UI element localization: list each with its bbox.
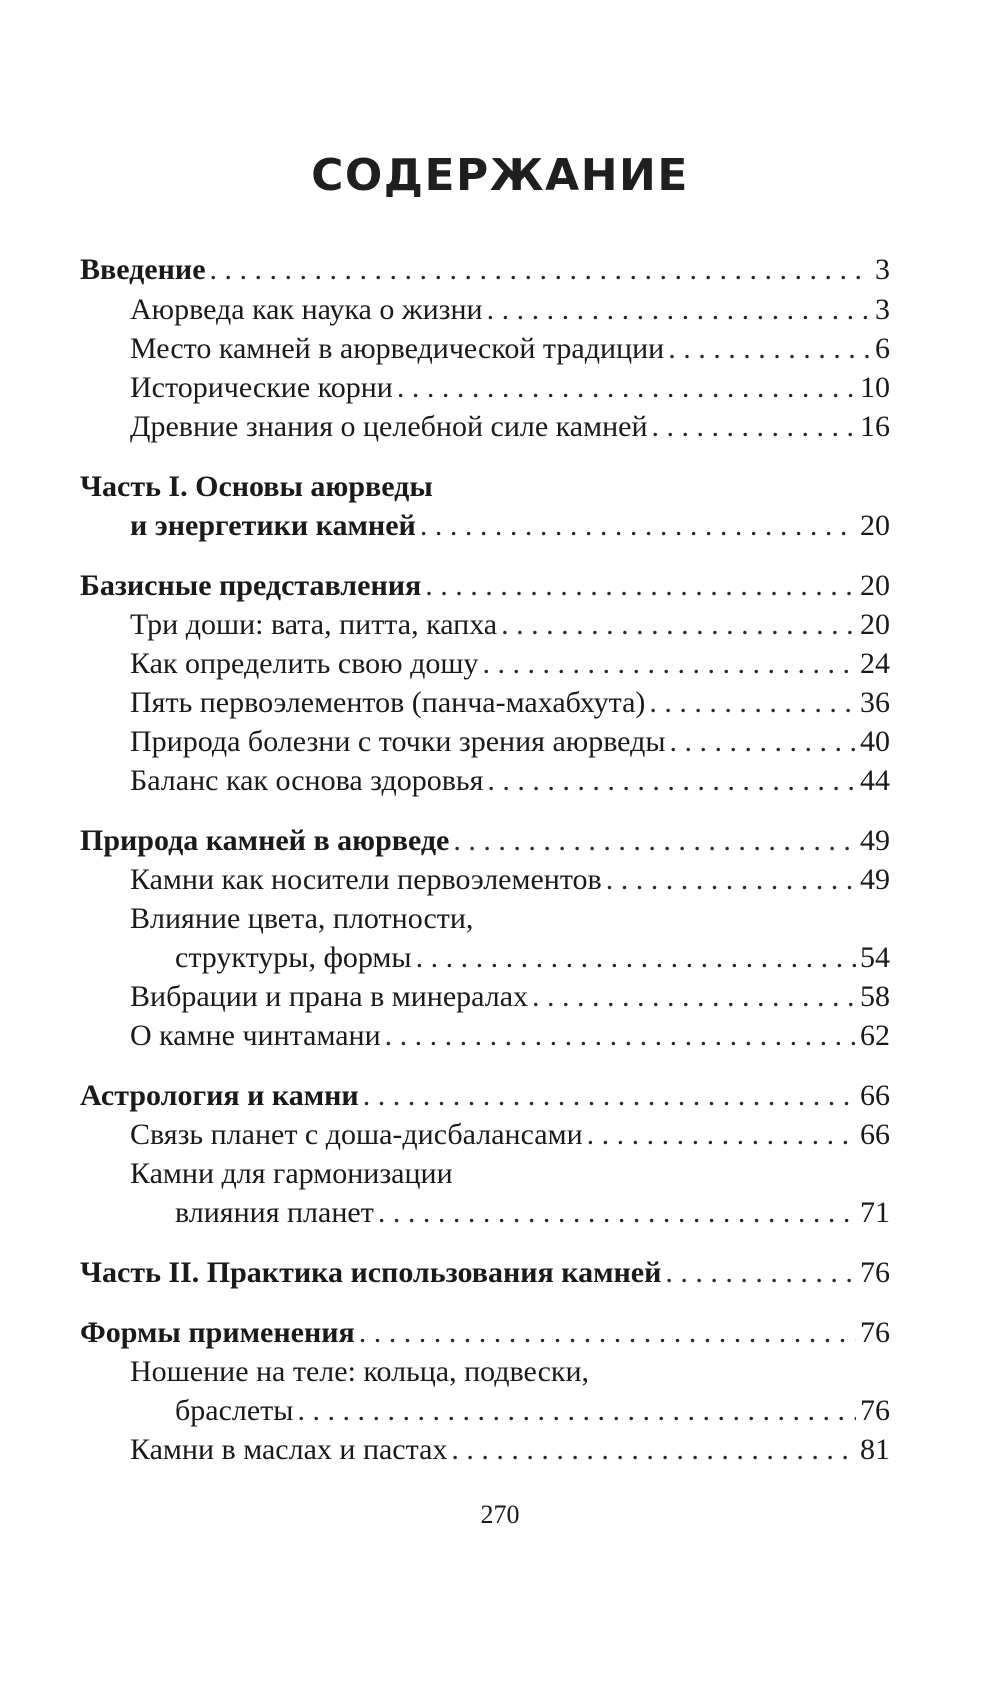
toc-page-number: 66 [860,1079,890,1112]
toc-page-number: 36 [860,686,890,719]
toc-page-number: 71 [860,1196,890,1229]
toc-page-number: 3 [875,293,890,326]
toc-page-number: 24 [860,647,890,680]
toc-page-number: 76 [860,1316,890,1349]
toc-page-number: 20 [860,569,890,602]
leader-dots [451,1430,856,1470]
toc-entry-label: О камне чинтамани [130,1019,381,1052]
leader-dots [210,250,871,290]
toc-page-number: 54 [860,941,890,974]
page-title: СОДЕРЖАНИЕ [311,150,689,201]
leader-dots [297,1391,856,1431]
toc-entry-basics[interactable] [80,566,890,606]
toc-entry-label: браслеты [175,1394,294,1427]
leader-dots [649,683,856,723]
toc-entry-label: Древние знания о целебной силе камней [130,410,648,443]
toc-entry-label: Исторические корни [130,371,393,404]
page-number-footer: 270 [480,1500,520,1529]
toc-entry-part2[interactable] [80,1253,890,1293]
leader-dots [668,329,871,369]
toc-entry-harmonize[interactable] [175,1193,890,1233]
toc-entry-five-elements[interactable] [130,683,890,723]
toc-entry-oils[interactable] [130,1430,890,1470]
leader-dots [453,821,856,861]
toc-entry-label: Аюрведа как наука о жизни [130,293,483,326]
toc-page-number: 16 [860,410,890,443]
leader-dots [501,605,856,645]
leader-dots [363,1076,856,1116]
toc-page-number: 44 [860,764,890,797]
leader-dots [487,761,856,801]
toc-entry-label: влияния планет [175,1196,374,1229]
toc-page-number: 76 [860,1394,890,1427]
toc-entry-three-doshas[interactable] [130,605,890,645]
toc-entry-label: Введение [80,253,206,286]
toc-entry-label: и энергетики камней [130,509,416,542]
leader-dots [385,1016,856,1056]
toc-entry-planets[interactable] [130,1115,890,1155]
leader-dots [652,407,856,447]
leader-dots [487,290,871,330]
toc-entry-stones-place[interactable] [130,329,890,369]
leader-dots [425,566,856,606]
toc-entry-element-carriers[interactable] [130,860,890,900]
toc-page-number: 49 [860,863,890,896]
toc-entry-nature-of-disease[interactable] [130,722,890,762]
toc-entry-label: Как определить свою дошу [130,647,479,680]
toc-entry-nature-of-stones[interactable] [80,821,890,861]
leader-dots [359,1313,856,1353]
toc-page-number: 66 [860,1118,890,1151]
toc-entry-introduction[interactable] [80,250,890,290]
toc-entry-label: структуры, формы [175,941,412,974]
toc-entry-label: Базисные представления [80,569,422,602]
toc-influence-line1[interactable]: Влияние цвета, плотности, [130,902,474,935]
toc-entry-vibrations[interactable] [130,977,890,1017]
toc-page-number: 49 [860,824,890,857]
toc-entry-historical-roots[interactable] [130,368,890,408]
toc-entry-label: Три доши: вата, питта, капха [130,608,498,641]
toc-entry-wearing[interactable] [175,1391,890,1431]
toc-entry-label: Формы применения [80,1316,355,1349]
toc-page-number: 10 [860,371,890,404]
toc-entry-label: Баланс как основа здоровья [130,764,484,797]
toc-entry-label: Связь планет с доша-дисбалансами [130,1118,583,1151]
leader-dots [606,860,856,900]
toc-entry-label: Камни как носители первоэлементов [130,863,602,896]
toc-page-number: 62 [860,1019,890,1052]
toc-entry-label: Часть II. Практика использования камней [80,1256,662,1289]
toc-part1-title-line1[interactable]: Часть I. Основы аюрведы [80,470,433,503]
toc-page-number: 40 [860,725,890,758]
toc-page-number: 20 [860,608,890,641]
toc-entry-label: Природа камней в аюрведе [80,824,450,857]
toc-wearing-line1[interactable]: Ношение на теле: кольца, подвески, [130,1355,590,1388]
toc-entry-label: Природа болезни с точки зрения аюрведы [130,725,666,758]
toc-page-number: 20 [860,509,890,542]
toc-entry-ayurveda-science[interactable] [130,290,890,330]
toc-page-number: 6 [875,332,890,365]
leader-dots [532,977,856,1017]
leader-dots [587,1115,856,1155]
toc-entry-balance[interactable] [130,761,890,801]
leader-dots [670,722,856,762]
toc-entry-part1[interactable] [130,506,890,546]
toc-entry-astrology[interactable] [80,1076,890,1116]
leader-dots [482,644,856,684]
toc-page-number: 58 [860,980,890,1013]
toc-page-number: 76 [860,1256,890,1289]
toc-entry-label: Астрология и камни [80,1079,359,1112]
toc-entry-label: Камни в маслах и пастах [130,1433,448,1466]
toc-entry-chintamani[interactable] [130,1016,890,1056]
leader-dots [665,1253,856,1293]
toc-entry-label: Пять первоэлементов (панча-махабхута) [130,686,646,719]
leader-dots [397,368,856,408]
toc-entry-label: Место камней в аюрведической традиции [130,332,665,365]
toc-entry-determine-dosha[interactable] [130,644,890,684]
toc-entry-ancient-knowledge[interactable] [130,407,890,447]
leader-dots [378,1193,856,1233]
toc-page-number: 3 [875,253,890,286]
toc-harmonize-line1[interactable]: Камни для гармонизации [130,1157,453,1190]
toc-entry-label: Вибрации и прана в минералах [130,980,529,1013]
toc-page-number: 81 [860,1433,890,1466]
leader-dots [416,938,856,978]
leader-dots [420,506,856,546]
toc-entry-forms[interactable] [80,1313,890,1353]
toc-entry-influence[interactable] [175,938,890,978]
